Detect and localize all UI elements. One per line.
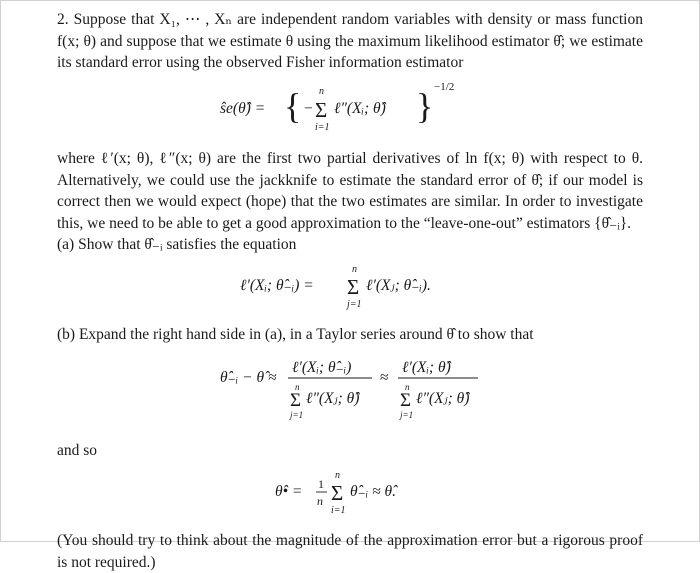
mean-sum-upper: n — [335, 469, 340, 481]
approx-sign: ≈ — [380, 368, 389, 386]
mean-equation-svg — [275, 468, 425, 518]
frac2-den-sum-lower: j=1 — [400, 409, 414, 420]
se-sum-upper: n — [319, 85, 324, 97]
se-equation-svg — [220, 80, 480, 136]
frac1-den-body: ℓ″(Xⱼ; θ̂) — [306, 389, 360, 407]
part-b-lhs: θ̂₋ᵢ − θ̂ ≈ — [220, 368, 277, 386]
right-brace: } — [416, 85, 434, 126]
frac2-den-body: ℓ″(Xⱼ; θ̂) — [416, 389, 470, 407]
se-equation — [57, 80, 643, 143]
part-a-sum-body: ℓ′(Xⱼ; θ̂₋ᵢ). — [366, 276, 431, 294]
left-brace: { — [284, 85, 302, 126]
mean-frac-num: 1 — [318, 476, 324, 491]
part-a-sum-symbol: Σ — [347, 274, 360, 299]
problem-number: 2. — [57, 11, 69, 28]
minus-sign: − — [304, 99, 313, 117]
se-lhs: ŝe(θ̂) = — [220, 99, 266, 117]
se-sum-body: ℓ″(Xᵢ; θ̂) — [334, 99, 386, 117]
se-sum-lower: i=1 — [315, 121, 330, 133]
frac2-den-sum-upper: n — [405, 381, 410, 392]
and-so-text: and so — [57, 442, 98, 459]
frac1-numerator: ℓ′(Xᵢ; θ̂₋ᵢ) — [292, 358, 352, 376]
part-a-sum-upper: n — [352, 263, 357, 275]
problem-content — [57, 9, 643, 573]
frac2-numerator: ℓ′(Xᵢ; θ̂) — [402, 358, 451, 376]
frac1-den-sum-lower: j=1 — [290, 409, 304, 420]
intro-paragraph — [57, 9, 643, 74]
part-a-equation — [57, 262, 643, 319]
part-b-equation-svg — [220, 352, 480, 428]
frac2-den-sum-symbol: Σ — [400, 389, 412, 411]
se-sum-symbol: Σ — [315, 97, 328, 122]
intro-text: Suppose that X₁, ⋯ , Xₙ are independent random variables with density or mass function f(x; θ) and suppose that we estimate θ using the maximum likelihood estimator θ̂; we estimate its standard error using the observed Fisher information estimator — [57, 11, 643, 71]
part-a-sum-lower: j=1 — [347, 298, 362, 310]
where-paragraph: where ℓ′(x; θ), ℓ″(x; θ) are the first two partial derivatives of ln f(x; θ) with respect to θ. Alternatively, we could use the jackknife to estimate the standard error of θ̂; if our model is correct then we would expect (hope) that the two estimates are similar. In order to investigate this, we need to be able to get a good approximation to the “leave-one-out” estimators {θ̂₋ᵢ}. — [57, 150, 643, 232]
closing-paragraph: (You should try to think about the magnitude of the approximation error but a rigorous proof is not required.) — [57, 532, 643, 571]
part-a-lhs: ℓ′(Xᵢ; θ̂₋ᵢ) = — [240, 276, 314, 294]
mean-sum-body: θ̂₋ᵢ ≈ θ̂. — [350, 482, 396, 500]
part-a-equation-svg — [240, 262, 460, 312]
mean-lhs: θ̂• = — [275, 482, 303, 500]
se-exponent: −1/2 — [434, 80, 455, 93]
mean-equation — [57, 468, 643, 525]
frac1-den-sum-symbol: Σ — [290, 389, 302, 411]
frac1-den-sum-upper: n — [295, 381, 300, 392]
mean-sum-symbol: Σ — [331, 480, 344, 505]
part-a-text: (a) Show that θ̂₋ᵢ satisfies the equation — [57, 236, 297, 253]
mean-frac-den: n — [317, 493, 323, 508]
part-b-equation — [57, 352, 643, 435]
mean-sum-lower: i=1 — [331, 504, 346, 516]
part-b-text: (b) Expand the right hand side in (a), in a Taylor series around θ̂ to show that — [57, 326, 534, 343]
